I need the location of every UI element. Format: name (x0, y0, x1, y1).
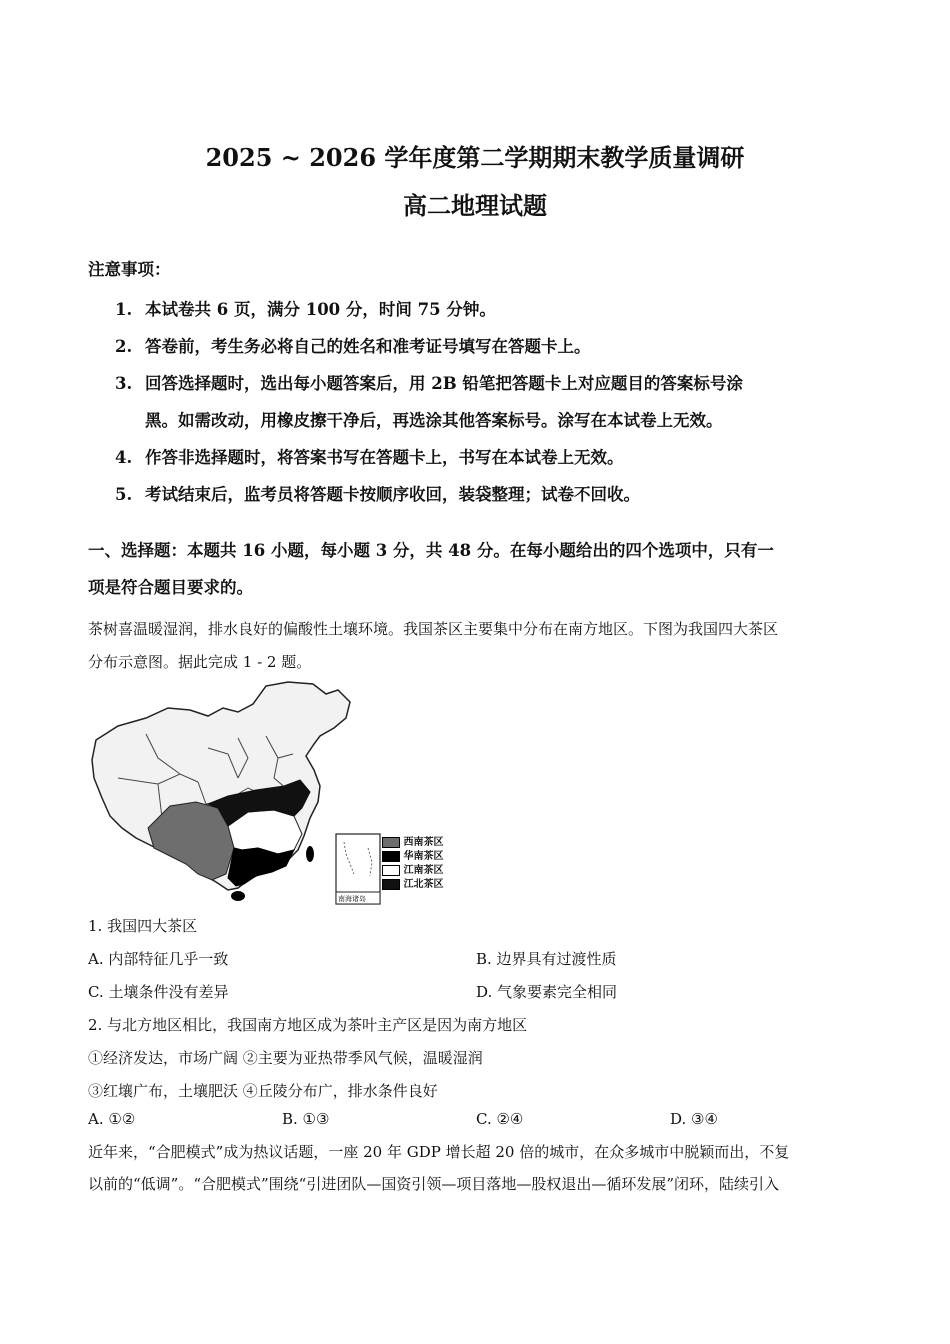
legend-label: 江北茶区 (403, 879, 444, 890)
notice-item-5 (115, 481, 640, 505)
question-2-statements: ③红壤广布，土壤肥沃 ④丘陵分布广，排水条件良好 (88, 1082, 438, 1100)
notice-heading: 注意事项： (88, 260, 171, 279)
legend-item (382, 878, 443, 892)
inset-label: 南海诸岛 (338, 895, 366, 903)
question-2-option-d: D. ③④ (670, 1110, 718, 1128)
legend-item (382, 836, 443, 850)
legend-label: 江南茶区 (403, 865, 444, 876)
notice-item-text: 考试结束后，监考员将答题卡按顺序收回，装袋整理；试卷不回收。 (145, 485, 640, 504)
legend-item (382, 864, 443, 878)
question-1-option-a: A. 内部特征几乎一致 (88, 950, 229, 968)
question-2-stem: 2. 与北方地区相比，我国南方地区成为茶叶主产区是因为南方地区 (88, 1016, 528, 1034)
notice-item-number: 5. (115, 485, 133, 504)
notice-item-number: 4. (115, 448, 133, 467)
legend-label: 西南茶区 (403, 837, 444, 848)
notice-item-3-continued: 黑。如需改动，用橡皮擦干净后，再选涂其他答案标号。涂写在本试卷上无效。 (145, 411, 723, 430)
passage-text: 分布示意图。据此完成 1 - 2 题。 (88, 653, 312, 671)
question-2-option-a: A. ①② (88, 1110, 136, 1128)
notice-item-4 (115, 444, 624, 468)
question-1-stem: 1. 我国四大茶区 (88, 917, 198, 935)
question-2-statements: ①经济发达，市场广阔 ②主要为亚热带季风气候，温暖湿润 (88, 1049, 483, 1067)
notice-item-1 (115, 296, 496, 320)
passage-text: 近年来，“合肥模式”成为热议话题，一座 20 年 GDP 增长超 20 倍的城市，在众多城市中脱颖而出，不复 (88, 1143, 790, 1161)
question-1-option-c: C. 土壤条件没有差异 (88, 983, 229, 1001)
section-heading-continued: 项是符合题目要求的。 (88, 578, 253, 597)
legend-label: 华南茶区 (403, 851, 444, 862)
legend-swatch (382, 851, 400, 862)
section-heading: 一、选择题：本题共 16 小题，每小题 3 分，共 48 分。在每小题给出的四个选项中，只有一 (88, 541, 774, 560)
legend-swatch (382, 837, 400, 848)
notice-item-text: 回答选择题时，选出每小题答案后，用 2B 铅笔把答题卡上对应题目的答案标号涂 (145, 374, 743, 393)
legend-swatch (382, 865, 400, 876)
legend-item (382, 850, 443, 864)
notice-item-text: 本试卷共 6 页，满分 100 分，时间 75 分钟。 (145, 300, 496, 319)
exam-title: 2025 ~ 2026 学年度第二学期期末教学质量调研 (205, 143, 745, 172)
question-2-option-b: B. ①③ (282, 1110, 330, 1128)
notice-item-text: 作答非选择题时，将答案书写在答题卡上，书写在本试卷上无效。 (145, 448, 624, 467)
notice-item-number: 2. (115, 337, 133, 356)
exam-subtitle: 高二地理试题 (403, 191, 547, 220)
notice-item-number: 3. (115, 374, 133, 393)
notice-item-number: 1. (115, 300, 133, 319)
notice-item-text: 答卷前，考生务必将自己的姓名和准考证号填写在答题卡上。 (145, 337, 591, 356)
legend-swatch (382, 879, 400, 890)
map-legend (382, 836, 443, 892)
notice-item-2 (115, 333, 591, 357)
question-1-option-b: B. 边界具有过渡性质 (476, 950, 617, 968)
passage-text: 以前的“低调”。“合肥模式”围绕“引进团队—国资引领—项目落地—股权退出—循环发展”闭环，陆续引入 (88, 1175, 780, 1193)
passage-text: 茶树喜温暖湿润，排水良好的偏酸性土壤环境。我国茶区主要集中分布在南方地区。下图为我国四大茶区 (88, 620, 779, 638)
tea-region-map (88, 678, 458, 910)
question-2-option-c: C. ②④ (476, 1110, 524, 1128)
question-1-option-d: D. 气象要素完全相同 (476, 983, 618, 1001)
notice-item-3 (115, 370, 743, 394)
